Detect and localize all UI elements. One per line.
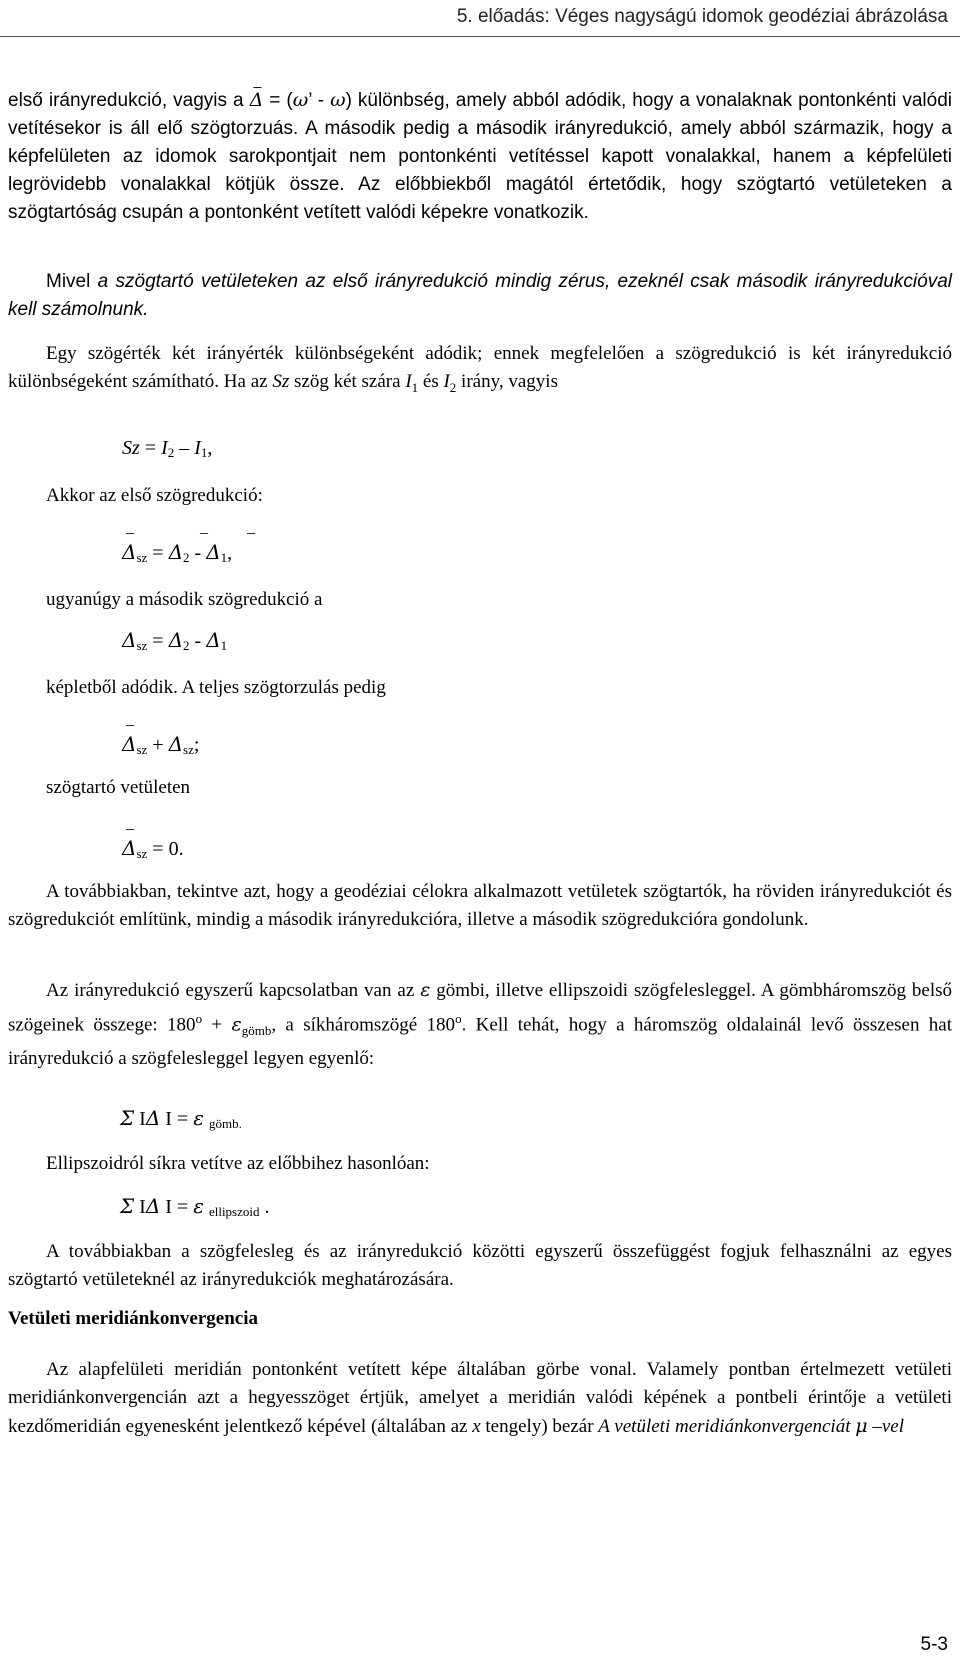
formula-zero: _ $\Delta_{sz} = 0$. xyxy=(122,815,184,861)
delta-symbol: Δ xyxy=(249,89,264,111)
page-header xyxy=(0,0,960,38)
formula-total-distortion: _ $\Delta_{sz} + \Delta_{sz}$; xyxy=(122,711,200,757)
paragraph-4: A továbbiakban, tekintve azt, hogy a geodéziai célokra alkalmazott vetületek szögtartók, ha röviden irányredukciót és szögredukciót említünk, mindig a második irányredukcióra, illetve a második szögredukcióra gondolunk. xyxy=(8,881,952,930)
paragraph-6: A továbbiakban a szögfelesleg és az irányredukció közötti egyszerű összefüggést fogjuk felhasználni az egyes szögtartó vetületeknél az irányredukciók meghatározására. xyxy=(8,1241,952,1290)
paragraph-5: Az irányredukció egyszerű kapcsolatban van az ε gömbi, illetve ellipszoidi szögfelesleggel. A gömbháromszög belső szögeinek összege: $180^o + \varepsilon_{gömb}$, a síkháromszögé 180$^o$. Kell tehát, hogy a háromszög oldalainál levő összesen hat irányredukció a szögfelesleggel legyen egyenlő: xyxy=(8,979,953,1070)
text-akkor: Akkor az első szögredukció: xyxy=(46,485,263,506)
formula-ellipsoid-excess: Σ IΔ I = ε $_{ellipszoid}$ . xyxy=(120,1194,270,1219)
paragraph-2: Mivel a szögtartó vetületeken az első irányredukció mindig zérus, ezeknél csak második irányredukcióval kell számolnunk. xyxy=(8,271,952,320)
paragraph-1: első irányredukció, vagyis a _ Δ = (ω’ - ω) különbség, amely abból adódik, hogy a vonalaknak pontonkénti valódi vetítésekor is áll elő szögtorzuás. A második pedig a második irányredukció, amely abból származik, hogy a képfelületen az idomok sarokpontjait nem pontonkénti vetítéssel kapott vonalakkal, hanem a képfelületi legrövidebb vonalakkal kötjük össze. Az előbbiekből magától értetődik, hogy szögtartó vetületeken a szögtartóság csupán a pontonként vetített valódi képekre vonatkozik. xyxy=(8,72,953,223)
text-ugyanugy: ugyanúgy a második szögredukció a xyxy=(46,589,323,610)
header-title: 5. előadás: Véges nagyságú idomok geodéziai ábrázolása xyxy=(456,6,948,27)
text-kepletbol: képletből adódik. A teljes szögtorzulás pedig xyxy=(46,677,386,698)
section-heading: Vetületi meridiánkonvergencia xyxy=(8,1308,258,1329)
formula-second-angle-reduction: $\Delta_{sz} = \Delta_2 - \Delta_1$ xyxy=(122,628,228,653)
paragraph-3: Egy szögérték két irányérték különbségeként adódik; ennek megfelelően a szögredukció is két irányredukció különbségeként számítható. Ha az Sz szög két szára $I_1$ és $I_2$ irány, vagyis xyxy=(8,343,952,395)
paragraph-7: Az alapfelületi meridián pontonként vetített képe általában görbe vonal. Valamely pontban értelmezett vetületi meridiánkonvergencián azt a hegyesszöget értjük, amelyet a meridián valódi képének a pontbeli érintője a vetületi kezdőmeridián egyenesként jelentkező képével (általában az x tengely) bezár A vetületi meridiánkonvergenciát μ –vel xyxy=(8,1359,952,1437)
formula-first-angle-reduction: _ _ _ $\Delta_{sz} = \Delta_2 - \Delta_1$, xyxy=(122,519,255,565)
formula-sphere-excess: Σ IΔ I = ε $_{gömb.}$ xyxy=(120,1106,242,1131)
text-szogtarto: szögtartó vetületen xyxy=(46,777,191,798)
page-number: 5-3 xyxy=(920,1634,948,1655)
formula-sz: $Sz = I_2 - I_1$, xyxy=(122,437,213,460)
text-ellipszoid: Ellipszoidról síkra vetítve az előbbihez hasonlóan: xyxy=(46,1153,430,1174)
header-rule xyxy=(0,36,960,37)
